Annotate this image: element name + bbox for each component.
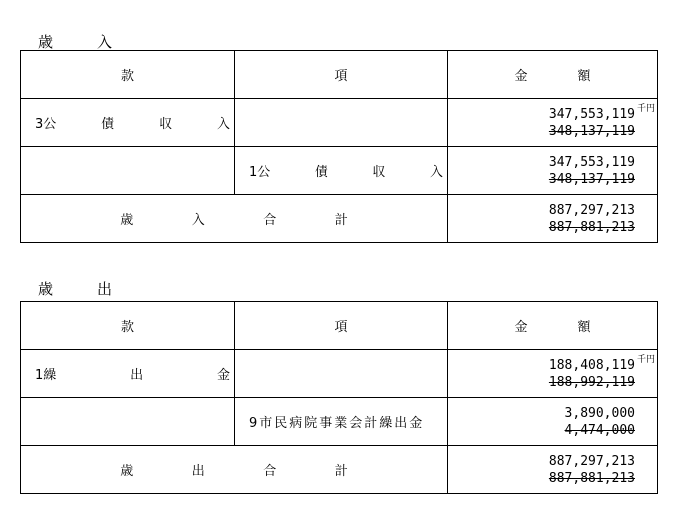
amount-new: 887,297,213 [548, 453, 635, 469]
header-amount [448, 302, 658, 350]
header-amount-char-1: 金 [514, 69, 528, 84]
row-amount [448, 147, 658, 195]
kan-char: 出 [130, 368, 144, 383]
row-kan [21, 350, 235, 398]
total-amount [448, 195, 658, 243]
total-char: 合 [263, 464, 277, 479]
row-kou [235, 99, 448, 147]
total-char: 歳 [120, 213, 134, 228]
revenue-title-char-1: 歳 [38, 33, 54, 51]
total-char: 計 [334, 464, 348, 479]
kan-char: 債 [101, 117, 115, 132]
amount-new: 887,297,213 [548, 202, 635, 218]
revenue-title-char-2: 入 [97, 33, 113, 51]
header-kou: 項 [235, 51, 448, 99]
row-kan [21, 398, 235, 446]
kan-char: 収 [159, 117, 173, 132]
amount-new: 188,408,119 [548, 357, 635, 373]
table-row [21, 147, 658, 195]
total-char: 入 [191, 213, 205, 228]
kou-char: 収 [372, 165, 386, 180]
expenditure-title-char-2: 出 [97, 280, 113, 298]
total-label [21, 446, 448, 494]
expenditure-header-row [21, 302, 658, 350]
kan-char: 1繰 [35, 368, 57, 383]
row-amount [448, 99, 658, 147]
table-row [21, 350, 658, 398]
expenditure-title-char-1: 歳 [38, 280, 54, 298]
header-amount-char-2: 額 [577, 69, 591, 84]
header-amount-char-2: 額 [577, 320, 591, 335]
revenue-total-row [21, 195, 658, 243]
row-kan [21, 99, 235, 147]
kou-char: 1公 [249, 165, 271, 180]
header-kan: 款 [21, 302, 235, 350]
amount-new: 347,553,119 [548, 154, 635, 170]
amount-old: 348,137,119 [548, 123, 635, 139]
amount-new: 3,890,000 [564, 405, 635, 421]
header-amount-char-1: 金 [514, 320, 528, 335]
row-kou [235, 147, 448, 195]
revenue-table [20, 50, 658, 243]
revenue-title [38, 31, 112, 52]
header-amount [448, 51, 658, 99]
kan-char: 金 [216, 368, 230, 383]
header-kou: 項 [235, 302, 448, 350]
amount-old: 887,881,213 [548, 219, 635, 235]
revenue-header-row [21, 51, 658, 99]
table-row [21, 398, 658, 446]
row-kou [235, 350, 448, 398]
table-row [21, 99, 658, 147]
kou-char: 入 [429, 165, 443, 180]
expenditure-title [38, 278, 112, 299]
total-char: 計 [334, 213, 348, 228]
kou-label: 9市民病院事業会計繰出金 [249, 416, 425, 431]
unit-label: 千円 [636, 355, 655, 365]
kan-char: 3公 [35, 117, 57, 132]
amount-old: 887,881,213 [548, 470, 635, 486]
amount-old: 348,137,119 [548, 171, 635, 187]
amount-new: 347,553,119 [548, 106, 635, 122]
unit-label: 千円 [636, 104, 655, 114]
total-label [21, 195, 448, 243]
kan-char: 入 [216, 117, 230, 132]
expenditure-table [20, 301, 658, 494]
row-kan [21, 147, 235, 195]
kou-char: 債 [314, 165, 328, 180]
total-char: 出 [191, 464, 205, 479]
amount-old: 188,992,119 [548, 374, 635, 390]
header-kan: 款 [21, 51, 235, 99]
total-char: 合 [263, 213, 277, 228]
total-amount [448, 446, 658, 494]
row-kou [235, 398, 448, 446]
expenditure-total-row [21, 446, 658, 494]
row-amount [448, 398, 658, 446]
row-amount [448, 350, 658, 398]
amount-old: 4,474,000 [564, 422, 635, 438]
total-char: 歳 [120, 464, 134, 479]
